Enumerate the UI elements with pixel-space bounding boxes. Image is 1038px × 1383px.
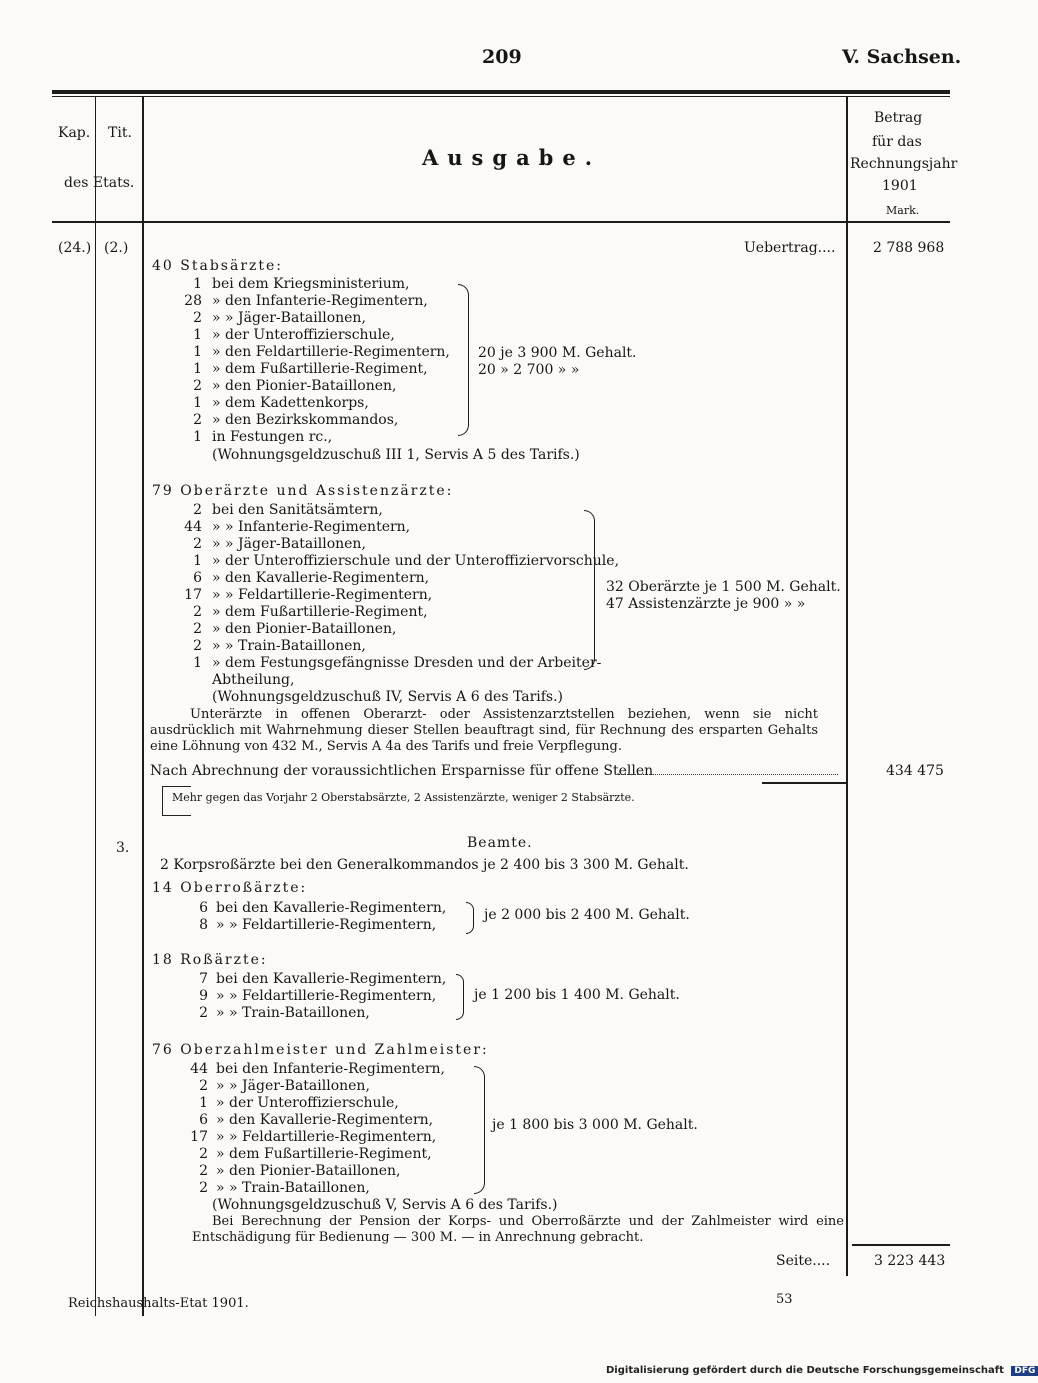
uebertrag-label: Uebertrag.... (744, 240, 836, 256)
brace (584, 510, 595, 670)
stabsaerzte-heading: 40 Stabsärzte: (152, 258, 284, 274)
oberross-heading: 14 Oberroßärzte: (152, 880, 308, 896)
oberaerzte-salary-1: 32 Oberärzte je 1 500 M. Gehalt. (606, 579, 841, 595)
col-header-ausgabe: Ausgabe. (422, 145, 602, 170)
top-rule (52, 90, 950, 94)
deduction-leader (618, 774, 838, 775)
stabsaerzte-salary-2: 20 » 2 700 » » (478, 362, 580, 378)
col-header-betrag-1: Betrag (874, 110, 923, 126)
stabsaerzte-salary-1: 20 je 3 900 M. Gehalt. (478, 345, 637, 361)
col-header-betrag-4: 1901 (882, 178, 918, 194)
brace (456, 974, 464, 1020)
top-rule-thin (52, 96, 950, 97)
section-title: V. Sachsen. (842, 46, 962, 68)
oberross-salary: je 2 000 bis 2 400 M. Gehalt. (484, 907, 690, 923)
oberaerzte-heading: 79 Oberärzte und Assistenzärzte: (152, 483, 454, 499)
col-header-tit: Tit. (108, 125, 132, 141)
stabsaerzte-note: (Wohnungsgeldzuschuß III 1, Servis A 5 des Tarifs.) (212, 447, 580, 463)
seite-label: Seite.... (776, 1253, 831, 1269)
zahl-paragraph: Bei Berechnung der Pension der Korps- und Oberroßärzte und der Zahlmeister wird eine Entschädigung für Bedienung — 300 M. — in Anrechnung gebracht. (192, 1214, 844, 1245)
header-rule (52, 221, 950, 223)
oberaerzte-salary-2: 47 Assistenzärzte je 900 » » (606, 596, 806, 612)
oberaerzte-paragraph: Unterärzte in offenen Oberarzt- oder Assistenzarztstellen beziehen, wenn sie nicht ausdrücklich mit Wahrnehmung dieser Stellen beauftragt sind, für Rechnung des ersparten Gehalts eine Löhnung von 432 M., Servis A 4a des Tarifs und freie Verpflegung. (150, 707, 818, 754)
uebertrag-amount: 2 788 968 (873, 240, 945, 256)
col-divider-betrag (846, 96, 848, 1276)
footer-left: Reichshaushalts-Etat 1901. (68, 1296, 249, 1311)
ross-salary: je 1 200 bis 1 400 M. Gehalt. (474, 987, 680, 1003)
kap-ref: (24.) (58, 240, 92, 256)
zahl-note: (Wohnungsgeldzuschuß V, Servis A 6 des Tarifs.) (212, 1197, 558, 1213)
deduction-amount: 434 475 (886, 763, 944, 779)
tit-ref: (2.) (104, 240, 129, 256)
seite-amount: 3 223 443 (874, 1253, 946, 1269)
brace (474, 1066, 485, 1194)
mehr-note: Mehr gegen das Vorjahr 2 Oberstabsärzte, 2 Assistenzärzte, weniger 2 Stabsärzte. (172, 791, 635, 804)
deduction-rule (762, 782, 846, 784)
oberaerzte-note: (Wohnungsgeldzuschuß IV, Servis A 6 des Tarifs.) (212, 689, 564, 705)
total-rule (852, 1244, 950, 1246)
list-item-continuation: Abtheilung, (212, 672, 295, 688)
col-header-kap: Kap. (58, 125, 91, 141)
col-header-betrag-2: für das (872, 134, 922, 150)
footer-page: 53 (776, 1292, 793, 1307)
page-number: 209 (482, 46, 522, 68)
brace (466, 902, 474, 934)
col-header-mark: Mark. (886, 204, 920, 217)
deduction-label: Nach Abrechnung der voraussichtlichen Ersparnisse für offene Stellen (150, 763, 654, 779)
col-divider-kap (95, 96, 96, 1316)
dfg-logo-icon: DFG (1011, 1366, 1038, 1376)
tit-ref-3: 3. (116, 840, 130, 856)
beamte-heading: Beamte. (467, 835, 533, 851)
col-divider-tit (142, 96, 144, 1316)
digitization-credit: Digitalisierung gefördert durch die Deutsche Forschungsgemeinschaft DFG (606, 1365, 1038, 1376)
korps-line: 2 Korpsroßärzte bei den Generalkommandos je 2 400 bis 3 300 M. Gehalt. (160, 857, 689, 873)
col-header-betrag-3: Rechnungsjahr (850, 156, 958, 172)
zahl-salary: je 1 800 bis 3 000 M. Gehalt. (492, 1117, 698, 1133)
brace (458, 284, 469, 436)
col-header-des-etats: des Etats. (64, 175, 135, 191)
zahl-heading: 76 Oberzahlmeister und Zahlmeister: (152, 1042, 489, 1058)
ross-heading: 18 Roßärzte: (152, 952, 268, 968)
